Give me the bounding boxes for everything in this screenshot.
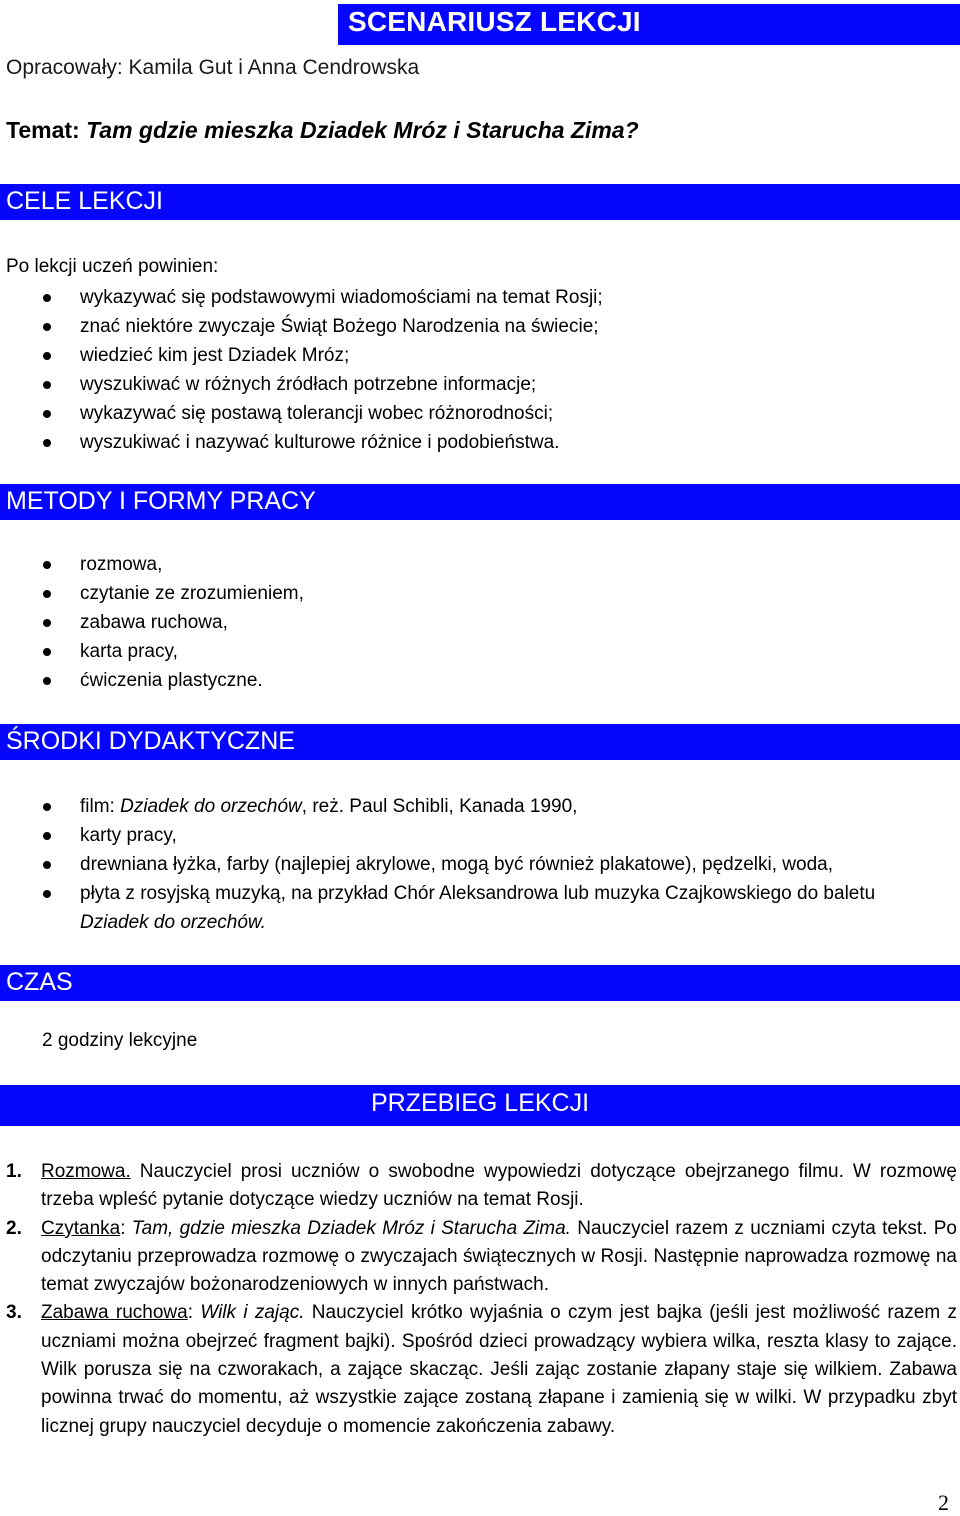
list-item: znać niektóre zwyczaje Świąt Bożego Narodzenia na świecie; bbox=[0, 312, 960, 341]
materials-list bbox=[0, 792, 960, 937]
step-label: Rozmowa. bbox=[41, 1161, 131, 1182]
bullet-icon bbox=[43, 803, 51, 811]
step-title: Tam, gdzie mieszka Dziadek Mróz i Starucha Zima. bbox=[131, 1217, 571, 1239]
list-item: czytanie ze zrozumieniem, bbox=[0, 579, 960, 608]
step-number: 2. bbox=[6, 1217, 22, 1239]
methods-list bbox=[0, 550, 960, 695]
list-item: wyszukiwać w różnych źródłach potrzebne informacje; bbox=[0, 370, 960, 399]
step-number: 3. bbox=[6, 1302, 22, 1324]
bullet-icon bbox=[43, 323, 51, 331]
list-item: wykazywać się postawą tolerancji wobec różnorodności; bbox=[0, 399, 960, 428]
list-item: film: Dziadek do orzechów, reż. Paul Schibli, Kanada 1990, bbox=[0, 792, 960, 821]
list-item: płyta z rosyjską muzyką, na przykład Chór Aleksandrowa lub muzyka Czajkowskiego do baletu Dziadek do orzechów. bbox=[0, 879, 960, 937]
bullet-icon bbox=[43, 590, 51, 598]
time-heading-banner bbox=[0, 965, 960, 1001]
list-item: karty pracy, bbox=[0, 821, 960, 850]
methods-heading: METODY I FORMY PRACY bbox=[6, 487, 316, 515]
bullet-icon bbox=[43, 294, 51, 302]
goals-list bbox=[0, 283, 960, 457]
topic-text: Tam gdzie mieszka Dziadek Mróz i Starucha Zima? bbox=[86, 117, 639, 143]
materials-heading: ŚRODKI DYDAKTYCZNE bbox=[6, 727, 295, 755]
goals-heading-banner bbox=[0, 184, 960, 220]
topic-line bbox=[6, 117, 639, 144]
list-item: wyszukiwać i nazywać kulturowe różnice i podobieństwa. bbox=[0, 428, 960, 457]
process-steps bbox=[0, 1158, 957, 1441]
list-item: 2. Czytanka: Tam, gdzie mieszka Dziadek Mróz i Starucha Zima. Nauczyciel razem z uczniami czyta tekst. Po odczytaniu przeprowadza rozmowę o zwyczajach świątecznych w Rosji. Następnie naprowadza rozmowę na temat zwyczajów bożonarodzeniowych w innych państwach. bbox=[0, 1215, 957, 1300]
bullet-icon bbox=[43, 352, 51, 360]
bullet-icon bbox=[43, 439, 51, 447]
bullet-icon bbox=[43, 381, 51, 389]
process-heading: PRZEBIEG LEKCJI bbox=[370, 1089, 590, 1117]
step-label: Czytanka bbox=[41, 1217, 121, 1239]
bullet-icon bbox=[43, 648, 51, 656]
topic-label: Temat: bbox=[6, 117, 87, 143]
bullet-icon bbox=[43, 619, 51, 627]
bullet-icon bbox=[43, 861, 51, 869]
list-item: wykazywać się podstawowymi wiadomościami na temat Rosji; bbox=[0, 283, 960, 312]
step-label: Zabawa ruchowa bbox=[41, 1302, 188, 1324]
document-title: SCENARIUSZ LEKCJI bbox=[348, 6, 641, 37]
list-item: 1. Rozmowa. Nauczyciel prosi uczniów o swobodne wypowiedzi dotyczące obejrzanego filmu. W rozmowę trzeba wpleść pytanie dotyczące wiedzy uczniów na temat Rosji. bbox=[0, 1158, 957, 1215]
time-heading: CZAS bbox=[6, 968, 73, 996]
list-item: drewniana łyżka, farby (najlepiej akrylowe, mogą być również plakatowe), pędzelki, woda, bbox=[0, 850, 960, 879]
goals-intro: Po lekcji uczeń powinien: bbox=[6, 256, 219, 277]
step-title: Wilk i zając. bbox=[200, 1302, 305, 1324]
bullet-icon bbox=[43, 561, 51, 569]
list-item: karta pracy, bbox=[0, 637, 960, 666]
process-heading-banner bbox=[0, 1085, 960, 1126]
time-value: 2 godziny lekcyjne bbox=[42, 1030, 198, 1051]
list-item: wiedzieć kim jest Dziadek Mróz; bbox=[0, 341, 960, 370]
step-number: 1. bbox=[6, 1161, 22, 1182]
bullet-icon bbox=[43, 410, 51, 418]
list-item: rozmowa, bbox=[0, 550, 960, 579]
page-number: 2 bbox=[938, 1490, 949, 1515]
bullet-icon bbox=[43, 890, 51, 898]
list-item: ćwiczenia plastyczne. bbox=[0, 666, 960, 695]
authors-line: Opracowały: Kamila Gut i Anna Cendrowska bbox=[6, 56, 420, 79]
goals-heading: CELE LEKCJI bbox=[6, 187, 164, 215]
list-item: zabawa ruchowa, bbox=[0, 608, 960, 637]
list-item: 3. Zabawa ruchowa: Wilk i zając. Nauczyciel krótko wyjaśnia o czym jest bajka (jeśli jest możliwość razem z uczniami można obejrzeć fragment bajki). Spośród dzieci prowadzący wybiera wilka, reszta klasy to zające. Wilk porusza się na czworakach, a zające skacząc. Jeśli zając zostanie złapany staje się wilkiem. Zabawa powinna trwać do momentu, aż wszystkie zające zostaną złapane i zamienią się w wilki. W przypadku zbyt licznej grupy nauczyciel decyduje o momencie zakończenia zabawy. bbox=[0, 1299, 957, 1440]
bullet-icon bbox=[43, 677, 51, 685]
methods-heading-banner bbox=[0, 484, 960, 520]
materials-heading-banner bbox=[0, 724, 960, 760]
title-banner bbox=[338, 4, 960, 45]
bullet-icon bbox=[43, 832, 51, 840]
